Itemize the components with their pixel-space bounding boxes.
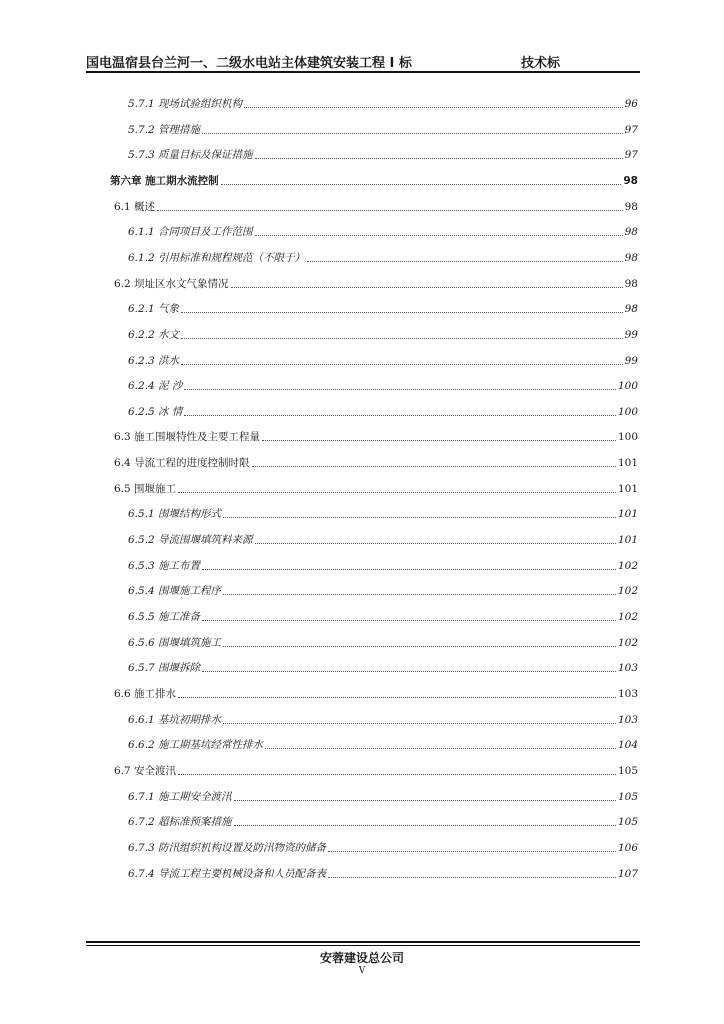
toc-entry-label: 6.7.2 超标准预案措施	[128, 816, 232, 828]
toc-entry[interactable]	[128, 738, 638, 752]
toc-entry-page: 103	[617, 688, 638, 700]
toc-entry-page: 98	[624, 303, 638, 315]
toc-leader-dots	[328, 876, 616, 878]
toc-entry[interactable]	[128, 251, 638, 265]
toc-leader-dots	[231, 286, 623, 288]
toc-entry[interactable]	[128, 302, 638, 316]
toc-entry-page: 98	[624, 201, 638, 213]
toc-entry-label: 6.4 导流工程的进度控制时限	[114, 457, 250, 469]
toc-entry-page: 101	[617, 457, 638, 469]
footer-rule	[86, 941, 640, 943]
toc-entry-page: 101	[617, 508, 638, 520]
toc-leader-dots	[234, 824, 616, 826]
toc-entry-page: 104	[617, 739, 638, 751]
toc-entry-page: 99	[624, 329, 638, 341]
toc-entry-page: 100	[617, 406, 638, 418]
toc-entry-page: 103	[617, 714, 638, 726]
toc-leader-dots	[178, 491, 616, 493]
toc-entry-page: 101	[617, 483, 638, 495]
toc-leader-dots	[262, 439, 616, 441]
toc-entry-label: 6.6 施工排水	[114, 688, 177, 700]
toc-leader-dots	[307, 260, 623, 262]
toc-leader-dots	[244, 106, 623, 108]
toc-leader-dots	[223, 722, 616, 724]
toc-entry-page: 107	[617, 868, 638, 880]
toc-leader-dots	[221, 183, 622, 185]
toc-entry[interactable]	[128, 97, 638, 111]
toc-entry[interactable]	[114, 277, 638, 291]
toc-entry[interactable]	[114, 764, 638, 778]
toc-entry-label: 6.1 概述	[114, 201, 156, 213]
toc-leader-dots	[234, 799, 616, 801]
toc-entry-label: 6.5.5 施工准备	[128, 611, 201, 623]
toc-entry-label: 6.1.2 引用标准和规程规范（不限于）	[128, 252, 306, 264]
toc-entry[interactable]	[128, 636, 638, 650]
toc-entry-page: 105	[617, 791, 638, 803]
toc-entry-label: 6.2.4 泥 沙	[128, 380, 183, 392]
toc-entry-page: 98	[624, 278, 638, 290]
toc-entry[interactable]	[128, 328, 638, 342]
header-tag: 技术标	[521, 56, 561, 71]
toc-entry[interactable]	[128, 507, 638, 521]
toc-entry-label: 6.6.2 施工期基坑经常性排水	[128, 739, 264, 751]
toc-leader-dots	[255, 157, 623, 159]
toc-entry-page: 102	[617, 560, 638, 572]
toc-entry[interactable]	[114, 430, 638, 444]
toc-leader-dots	[202, 619, 616, 621]
toc-entry-label: 6.5 围堰施工	[114, 483, 177, 495]
toc-entry[interactable]	[128, 379, 638, 393]
toc-entry[interactable]	[128, 610, 638, 624]
footer-company: 安蓉建设总公司	[319, 951, 404, 965]
toc-entry-label: 第六章 施工期水流控制	[110, 175, 219, 187]
toc-entry-label: 6.2.5 冰 情	[128, 406, 183, 418]
header-rule	[86, 71, 640, 73]
toc-entry-label: 6.5.3 施工布置	[128, 560, 201, 572]
toc-entry-page: 99	[624, 355, 638, 367]
toc-entry[interactable]	[128, 867, 638, 881]
toc-entry-page: 105	[617, 765, 638, 777]
header-title: 国电温宿县台兰河一、二级水电站主体建筑安装工程 I 标	[86, 56, 412, 71]
toc-leader-dots	[157, 209, 623, 211]
toc-entry[interactable]	[114, 482, 638, 496]
toc-entry-label: 6.5.1 围堰结构形式	[128, 508, 222, 520]
toc-entry[interactable]	[128, 225, 638, 239]
toc-leader-dots	[178, 773, 616, 775]
toc-entry-label: 6.5.2 导流围堰填筑料来源	[128, 534, 253, 546]
toc-entry[interactable]	[128, 559, 638, 573]
toc-entry-page: 98	[623, 175, 638, 187]
toc-entry-label: 6.7.1 施工期安全渡汛	[128, 791, 232, 803]
toc-leader-dots	[184, 414, 616, 416]
footer-rule-thin	[86, 945, 640, 946]
toc-entry[interactable]	[128, 584, 638, 598]
toc-leader-dots	[265, 747, 616, 749]
toc-entry[interactable]	[128, 123, 638, 137]
toc-entry[interactable]	[128, 790, 638, 804]
toc-entry-label: 6.2.1 气象	[128, 303, 180, 315]
toc-entry[interactable]	[114, 687, 638, 701]
toc-entry-page: 97	[624, 124, 638, 136]
toc-entry[interactable]	[128, 354, 638, 368]
toc-entry-label: 6.7.3 防汛组织机构设置及防汛物资的储备	[128, 842, 327, 854]
toc-entry[interactable]	[128, 841, 638, 855]
toc-leader-dots	[181, 363, 623, 365]
toc-entry-label: 5.7.2 管理措施	[128, 124, 201, 136]
toc-leader-dots	[202, 670, 616, 672]
toc-entry[interactable]	[114, 200, 638, 214]
page-number: V	[358, 966, 366, 976]
toc-entry-page: 97	[624, 149, 638, 161]
toc-entry-label: 6.7.4 导流工程主要机械设备和人员配备表	[128, 868, 327, 880]
toc-entry-label: 6.2 坝址区水文气象情况	[114, 278, 229, 290]
toc-entry-page: 102	[617, 585, 638, 597]
toc-leader-dots	[223, 516, 616, 518]
toc-entry-label: 6.5.4 围堰施工程序	[128, 585, 222, 597]
toc-entry-page: 105	[617, 816, 638, 828]
toc-entry-page: 102	[617, 611, 638, 623]
toc-entry-label: 6.3 施工围堰特性及主要工程量	[114, 431, 261, 443]
toc-entry-page: 103	[617, 662, 638, 674]
toc-entry-label: 6.6.1 基坑初期排水	[128, 714, 222, 726]
toc-entry-label: 6.5.7 围堰拆除	[128, 662, 201, 674]
toc-leader-dots	[181, 311, 623, 313]
toc-entry-page: 98	[624, 252, 638, 264]
toc-entry-page: 101	[617, 534, 638, 546]
toc-leader-dots	[223, 593, 616, 595]
toc-entry[interactable]	[128, 533, 638, 547]
toc-leader-dots	[328, 850, 616, 852]
toc-entry[interactable]	[128, 713, 638, 727]
toc-entry[interactable]	[128, 405, 638, 419]
toc-entry[interactable]	[128, 148, 638, 162]
toc-entry-label: 6.1.1 合同项目及工作范围	[128, 226, 253, 238]
toc-entry-page: 98	[624, 226, 638, 238]
toc-entry-label: 5.7.1 现场试验组织机构	[128, 98, 243, 110]
toc-entry-page: 100	[617, 431, 638, 443]
toc-entry-label: 6.5.6 围堰填筑施工	[128, 637, 222, 649]
toc-entry-page: 100	[617, 380, 638, 392]
toc-entry-label: 5.7.3 质量目标及保证措施	[128, 149, 253, 161]
toc-leader-dots	[255, 234, 623, 236]
toc-entry-label: 6.2.2 水文	[128, 329, 180, 341]
toc-leader-dots	[202, 568, 616, 570]
toc-leader-dots	[252, 465, 616, 467]
toc-entry[interactable]	[128, 815, 638, 829]
toc-entry-page: 106	[617, 842, 638, 854]
toc-leader-dots	[223, 645, 616, 647]
toc-leader-dots	[181, 337, 623, 339]
toc-entry-page: 96	[624, 98, 638, 110]
toc-leader-dots	[178, 696, 616, 698]
toc-chapter-entry[interactable]	[110, 174, 638, 188]
toc-leader-dots	[202, 132, 623, 134]
toc-leader-dots	[184, 388, 616, 390]
toc-entry-page: 102	[617, 637, 638, 649]
page-header	[86, 50, 640, 70]
toc-entry-label: 6.2.3 洪水	[128, 355, 180, 367]
toc-entry[interactable]	[128, 661, 638, 675]
toc-entry-label: 6.7 安全渡汛	[114, 765, 177, 777]
toc-leader-dots	[255, 542, 616, 544]
toc-entry[interactable]	[114, 456, 638, 470]
